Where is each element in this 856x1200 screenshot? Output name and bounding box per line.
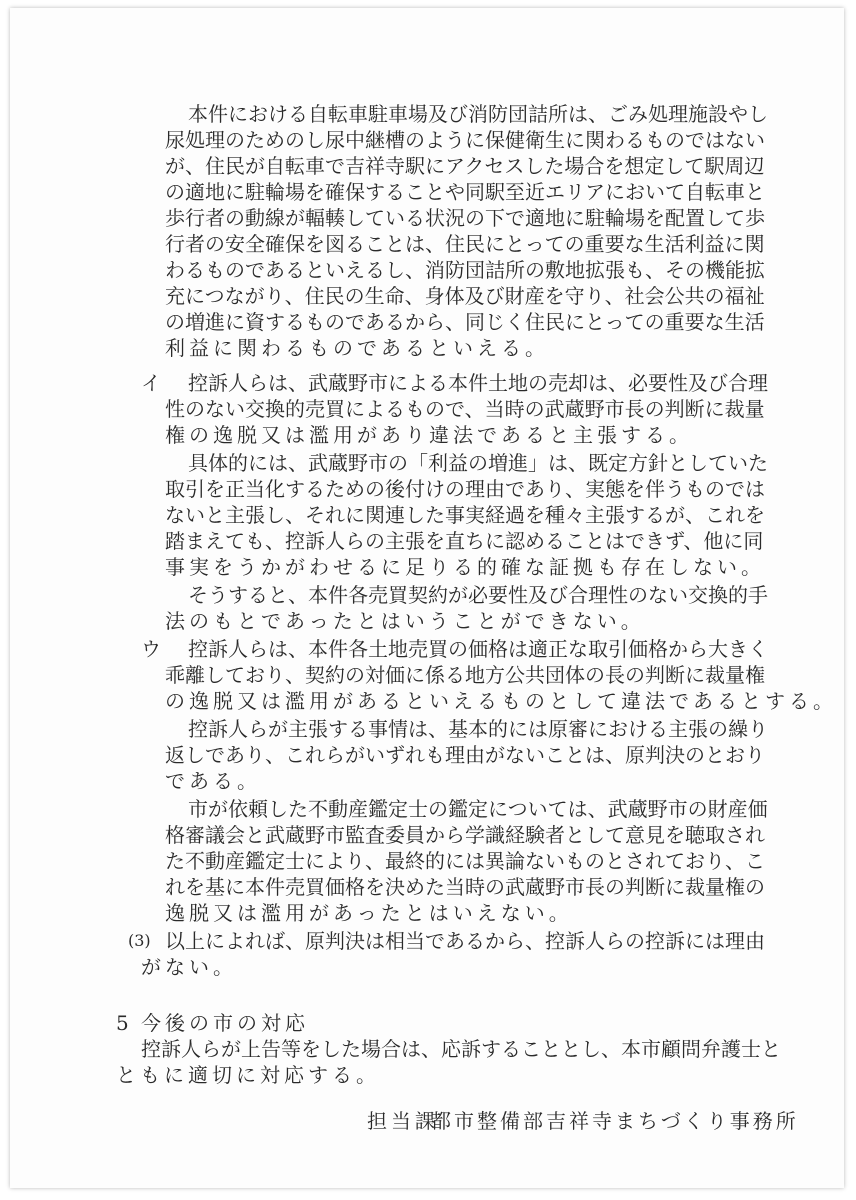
text-line: 控訴人らは、本件各土地売買の価格は適正な取引価格から大きく xyxy=(188,637,768,661)
text-line: 権の逸脱又は濫用があり違法であると主張する。 xyxy=(165,423,693,447)
item-marker: (3) xyxy=(128,931,151,950)
text-line: 返しであり、これらがいずれも理由がないことは、原判決のとおり xyxy=(165,743,765,767)
text-line: そうすると、本件各売買契約が必要性及び合理性のない交換的手 xyxy=(188,583,768,607)
text-line: 逸脱又は濫用があったとはいえない。 xyxy=(165,901,573,925)
text-line: 格審議会と武蔵野市監査委員から学識経験者として意見を聴取され xyxy=(165,823,765,847)
text-line: 行者の安全確保を図ることは、住民にとっての重要な生活利益に関 xyxy=(165,232,765,256)
text-line: れを基に本件売買価格を決めた当時の武蔵野市長の判断に裁量権の xyxy=(165,875,765,899)
text-line: の適地に駐輪場を確保することや同駅至近エリアにおいて自転車と xyxy=(165,180,765,204)
text-line: 尿処理のためのし尿中継槽のように保健衛生に関わるものではない xyxy=(165,128,765,152)
text-line: ないと主張し、それに関連した事実経過を種々主張するが、これを xyxy=(165,503,765,527)
text-line: 事実をうかがわせるに足りる的確な証拠も存在しない。 xyxy=(165,555,765,579)
text-line: 踏まえても、控訴人らの主張を直ちに認めることはできず、他に同 xyxy=(165,529,764,553)
text-line: 性のない交換的売買によるもので、当時の武蔵野市長の判断に裁量 xyxy=(165,397,765,421)
text-line: が、住民が自転車で吉祥寺駅にアクセスした場合を想定して駅周辺 xyxy=(165,154,765,178)
text-line: の逸脱又は濫用があるといえるものとして違法であるとする。 xyxy=(165,689,837,713)
text-line: わるものであるといえるし、消防団詰所の敷地拡張も、その機能拡 xyxy=(165,258,765,282)
text-line: 乖離しており、契約の対価に係る地方公共団体の長の判断に裁量権 xyxy=(165,663,765,687)
text-line: 具体的には、武蔵野市の「利益の増進」は、既定方針としていた xyxy=(188,451,768,475)
text-line: 歩行者の動線が輻輳している状況の下で適地に駐輪場を配置して歩 xyxy=(165,206,765,230)
text-line: がない。 xyxy=(141,955,237,979)
section-heading: 今後の市の対応 xyxy=(141,1011,309,1035)
text-line: た不動産鑑定士により、最終的には異論ないものとされており、こ xyxy=(165,849,765,873)
text-line: 控訴人らが主張する事情は、基本的には原審における主張の繰り xyxy=(188,717,768,741)
text-line: の増進に資するものであるから、同じく住民にとっての重要な生活 xyxy=(165,310,765,334)
footer-label: 担当課 xyxy=(367,1109,439,1133)
text-line: 法のもとであったとはいうことができない。 xyxy=(165,609,645,633)
text-line: 取引を正当化するための後付けの理由であり、実態を伴うものでは xyxy=(165,477,765,501)
section-number: 5 xyxy=(116,1011,129,1035)
text-line: ともに適切に対応する。 xyxy=(116,1063,380,1087)
footer-department: 都市整備部吉祥寺まちづくり事務所 xyxy=(431,1109,799,1133)
text-line: 本件における自転車駐車場及び消防団詰所は、ごみ処理施設やし xyxy=(188,102,768,126)
text-line: 利益に関わるものであるといえる。 xyxy=(165,336,549,360)
text-line: 市が依頼した不動産鑑定士の鑑定については、武蔵野市の財産価 xyxy=(188,797,768,821)
text-line: 控訴人らは、武蔵野市による本件土地の売却は、必要性及び合理 xyxy=(188,371,768,395)
item-marker: ウ xyxy=(141,637,161,661)
text-line: である。 xyxy=(165,769,261,793)
text-line: 控訴人らが上告等をした場合は、応訴することとし、本市顧問弁護士と xyxy=(141,1037,781,1061)
document-page xyxy=(10,8,844,1188)
text-line: 充につながり、住民の生命、身体及び財産を守り、社会公共の福祉 xyxy=(165,284,765,308)
item-marker: イ xyxy=(141,371,161,395)
text-line: 以上によれば、原判決は相当であるから、控訴人らの控訴には理由 xyxy=(165,929,765,953)
